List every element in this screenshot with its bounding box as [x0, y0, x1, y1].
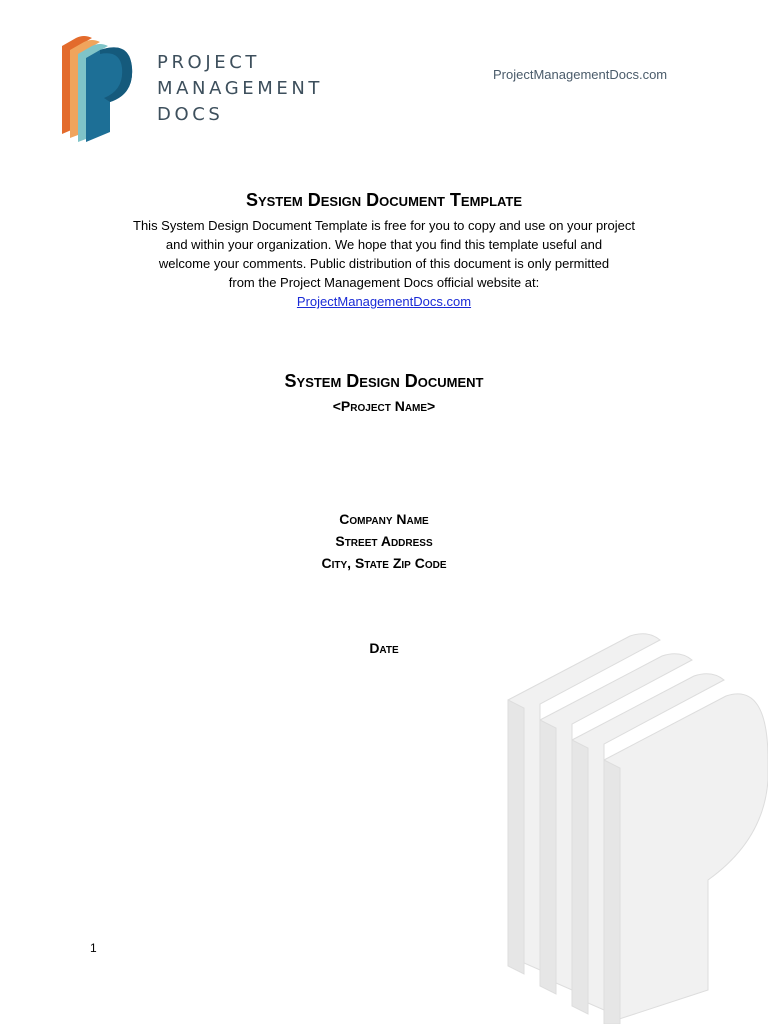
project-management-docs-logo-icon [58, 32, 138, 144]
website-link[interactable]: ProjectManagementDocs.com [296, 294, 472, 309]
brand-line-3: DOCS [157, 104, 224, 125]
brand-line-1: PROJECT [157, 52, 260, 73]
company-block [0, 508, 768, 574]
date: Date [369, 640, 399, 656]
brand-wordmark [157, 50, 323, 128]
header-site-url: ProjectManagementDocs.com [493, 67, 668, 82]
intro-line-1: This System Design Document Template is free for you to copy and use on your project [133, 218, 635, 233]
company-name: Company Name [339, 511, 429, 527]
intro-line-2: and within your organization. We hope that you find this template useful and [165, 237, 603, 252]
template-intro [0, 216, 768, 311]
project-name: <Project Name> [332, 398, 436, 414]
intro-line-4: from the Project Management Docs official website at: [228, 275, 540, 290]
street-address: Street Address [335, 533, 433, 549]
brand-line-2: MANAGEMENT [157, 78, 323, 99]
template-title: System Design Document Template [245, 190, 523, 210]
document-title: System Design Document [284, 371, 484, 391]
page-number: 1 [90, 941, 97, 955]
intro-line-3: welcome your comments. Public distribution of this document is only permitted [158, 256, 610, 271]
city-state-zip: City, State Zip Code [321, 555, 447, 571]
watermark-logo-icon [500, 630, 768, 1024]
